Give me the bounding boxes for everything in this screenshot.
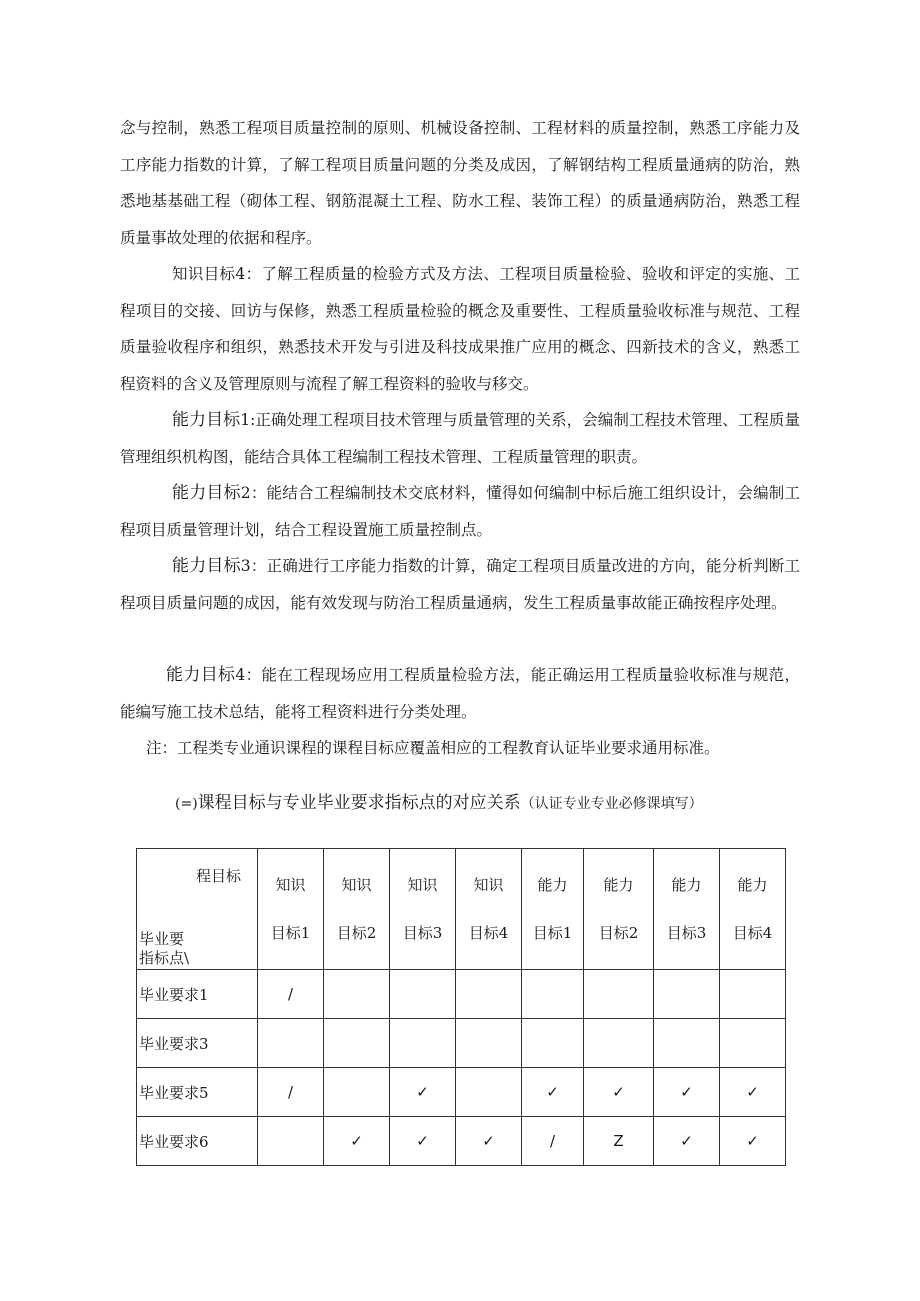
column-header — [456, 849, 522, 970]
column-header — [654, 849, 720, 970]
table-cell — [522, 1019, 584, 1068]
table-cell: ✓ — [584, 1068, 654, 1117]
ability-4-lead: 能力目标 — [166, 665, 236, 685]
table-cell: ✓ — [324, 1117, 390, 1166]
column-header-line1: 能力 — [537, 876, 568, 894]
column-header — [390, 849, 456, 970]
table-cell: / — [258, 1068, 324, 1117]
ability-3-text: 3：正确进行工序能力指数的计算，确定工程项目质量改进的方向，能分析判断工程项目质量问题的成因，能有效发现与防治工程质量通病，发生工程质量事故能正确按程序处理。 — [120, 557, 801, 612]
table-row — [137, 1117, 786, 1166]
paragraph-ability-2 — [120, 475, 800, 548]
column-header-line2: 目标2 — [336, 924, 377, 942]
column-header-line2: 目标2 — [598, 924, 639, 942]
column-header-line2: 目标1 — [270, 924, 311, 942]
table-cell: ✓ — [522, 1068, 584, 1117]
objectives-requirements-table — [136, 848, 786, 1166]
section-title: 课程目标与专业毕业要求指标点的对应关系 — [197, 793, 521, 813]
table-cell — [324, 970, 390, 1019]
ability-2-lead: 能力目标 — [172, 483, 241, 503]
column-header-line1: 知识 — [473, 876, 504, 894]
table-cell — [584, 1019, 654, 1068]
table-cell — [324, 1068, 390, 1117]
row-label: 毕业要求3 — [137, 1019, 258, 1068]
table-cell: ✓ — [720, 1117, 786, 1166]
row-label: 毕业要求6 — [137, 1117, 258, 1166]
table-row — [137, 1019, 786, 1068]
note-paragraph: 注：工程类专业通识课程的课程目标应覆盖相应的工程教育认证毕业要求通用标准。 — [146, 739, 720, 757]
ability-3-lead: 能力目标 — [172, 556, 241, 576]
table-cell — [720, 1019, 786, 1068]
paragraph-knowledge-3-cont: 念与控制，熟悉工程项目质量控制的原则、机械设备控制、工程材料的质量控制，熟悉工序能力及工序能力指数的计算，了解工程项目质量问题的分类及成因，了解钢结构工程质量通病的防治，熟悉地基基础工程（砌体工程、钢筋混凝土工程、防水工程、装饰工程）的质量通病防治，熟悉工程质量事故处理的依据和程序。 — [120, 119, 800, 247]
table-cell: / — [522, 1117, 584, 1166]
table-cell — [324, 1019, 390, 1068]
column-header-line1: 知识 — [275, 876, 306, 894]
table-cell: Z — [584, 1117, 654, 1166]
table-cell: ✓ — [654, 1068, 720, 1117]
table-cell — [456, 1068, 522, 1117]
paragraph-ability-4 — [120, 657, 800, 730]
ability-1-lead: 能力目标 — [172, 410, 241, 430]
table-cell — [258, 1019, 324, 1068]
column-header-line1: 知识 — [341, 876, 372, 894]
ability-1-text: 1:正确处理工程项目技术管理与质量管理的关系，会编制工程技术管理、工程质量管理组织机构图，能结合具体工程编制工程技术管理、工程质量管理的职责。 — [120, 411, 800, 466]
table-cell — [456, 1019, 522, 1068]
column-header-line2: 目标4 — [468, 924, 509, 942]
table-cell: ✓ — [720, 1068, 786, 1117]
column-header — [258, 849, 324, 970]
column-header-line2: 目标3 — [666, 924, 707, 942]
table-cell — [258, 1117, 324, 1166]
paragraph-ability-3 — [120, 548, 800, 621]
table-corner-cell — [137, 849, 258, 970]
table-row — [137, 970, 786, 1019]
paragraph-knowledge-4: 知识目标4：了解工程质量的检验方式及方法、工程项目质量检验、验收和评定的实施、工程项目的交接、回访与保修，熟悉工程质量检验的概念及重要性、工程质量验收标准与规范、工程质量验收程序和组织，熟悉技术开发与引进及科技成果推广应用的概念、四新技术的含义，熟悉工程资料的含义及管理原则与流程了解工程资料的验收与移交。 — [120, 265, 800, 393]
table-header-row — [137, 849, 786, 970]
table-cell: ✓ — [390, 1068, 456, 1117]
column-header-line1: 能力 — [737, 876, 768, 894]
corner-label-objectives: 程目标 — [195, 867, 241, 885]
table-cell: ✓ — [654, 1117, 720, 1166]
table-row — [137, 1068, 786, 1117]
corner-label-indicators: 指标点\ — [139, 949, 190, 967]
table-cell — [522, 970, 584, 1019]
table-cell: ✓ — [390, 1117, 456, 1166]
column-header — [522, 849, 584, 970]
ability-2-text: 2：能结合工程编制技术交底材料，懂得如何编制中标后施工组织设计，会编制工程项目质量管理计划，结合工程设置施工质量控制点。 — [120, 484, 801, 539]
row-label: 毕业要求1 — [137, 970, 258, 1019]
column-header-line2: 目标1 — [532, 924, 573, 942]
table-cell — [456, 970, 522, 1019]
ability-4-text: 4：能在工程现场应用工程质量检验方法，能正确运用工程质量验收标准与规范，能编写施工技术总结，能将工程资料进行分类处理。 — [120, 666, 800, 721]
table-cell — [390, 970, 456, 1019]
row-label: 毕业要求5 — [137, 1068, 258, 1117]
column-header-line1: 能力 — [603, 876, 634, 894]
column-header-line2: 目标4 — [732, 924, 773, 942]
table-cell: / — [258, 970, 324, 1019]
table-cell — [720, 970, 786, 1019]
section-heading — [175, 788, 703, 813]
column-header-line1: 知识 — [407, 876, 438, 894]
table-cell — [584, 970, 654, 1019]
column-header — [324, 849, 390, 970]
section-prefix: (=) — [175, 796, 198, 812]
table-cell — [390, 1019, 456, 1068]
table-cell: ✓ — [456, 1117, 522, 1166]
table-cell — [654, 970, 720, 1019]
section-suffix: （认证专业专业必修课填写） — [520, 796, 703, 812]
paragraph-ability-1 — [120, 402, 800, 475]
column-header — [584, 849, 654, 970]
column-header-line1: 能力 — [671, 876, 702, 894]
corner-label-requirements: 毕业要 — [139, 930, 185, 948]
column-header-line2: 目标3 — [402, 924, 443, 942]
table-cell — [654, 1019, 720, 1068]
column-header — [720, 849, 786, 970]
